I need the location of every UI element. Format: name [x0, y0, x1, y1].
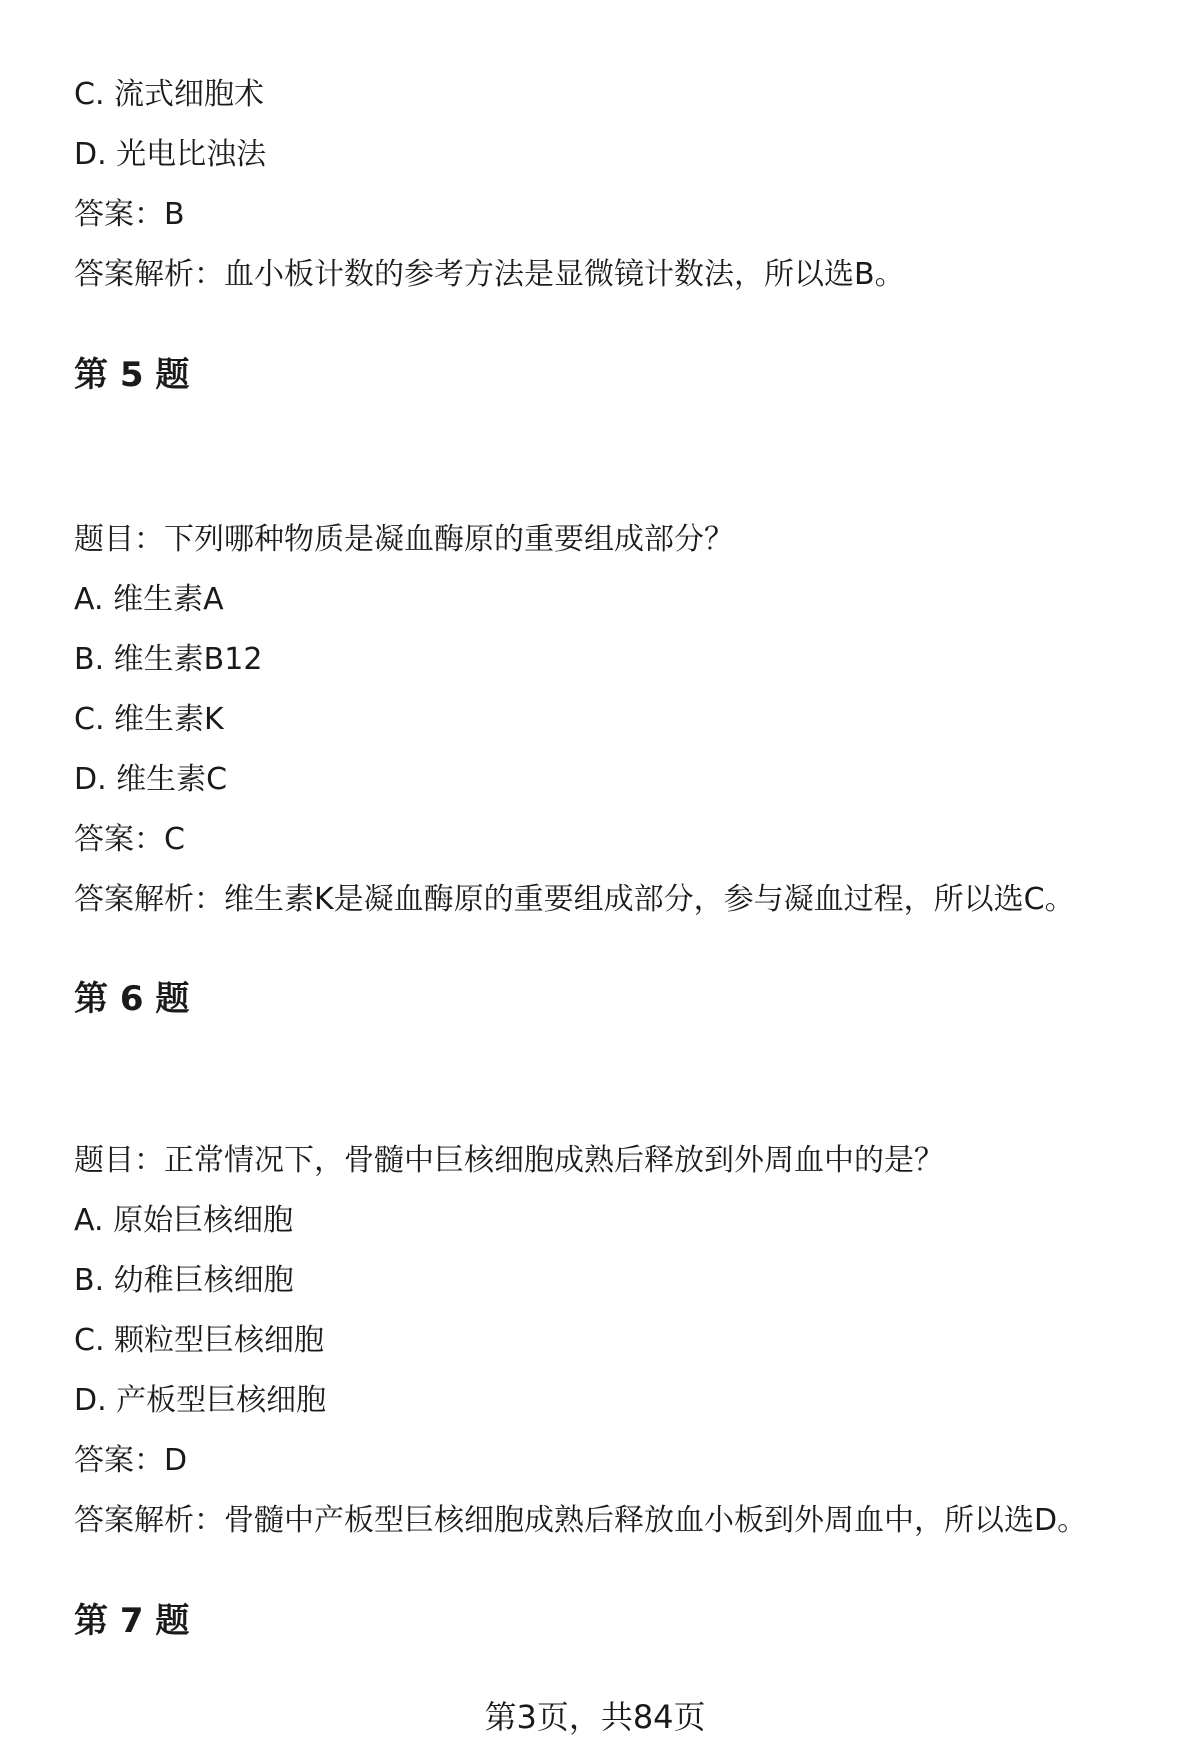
- q7-heading: 第 7 题: [74, 1601, 190, 1641]
- q6-option-b: B. 幼稚巨核细胞: [74, 1263, 294, 1298]
- q6-heading: 第 6 题: [74, 979, 190, 1019]
- q4-option-d: D. 光电比浊法: [74, 137, 267, 172]
- q4-option-c: C. 流式细胞术: [74, 77, 265, 112]
- q5-answer: 答案：C: [74, 822, 185, 857]
- q6-option-c: C. 颗粒型巨核细胞: [74, 1323, 325, 1358]
- q5-option-a: A. 维生素A: [74, 582, 224, 617]
- q4-answer: 答案：B: [74, 197, 185, 232]
- q6-option-a: A. 原始巨核细胞: [74, 1203, 294, 1238]
- q5-analysis: 答案解析：维生素K是凝血酶原的重要组成部分，参与凝血过程，所以选C。: [74, 882, 1075, 917]
- q6-analysis: 答案解析：骨髓中产板型巨核细胞成熟后释放血小板到外周血中，所以选D。: [74, 1503, 1088, 1538]
- page-number-footer: 第3页，共84页: [484, 1698, 706, 1736]
- q5-option-b: B. 维生素B12: [74, 642, 263, 677]
- q5-question: 题目：下列哪种物质是凝血酶原的重要组成部分？: [74, 522, 734, 557]
- q6-question: 题目：正常情况下，骨髓中巨核细胞成熟后释放到外周血中的是？: [74, 1143, 944, 1178]
- q5-option-c: C. 维生素K: [74, 702, 224, 737]
- q6-option-d: D. 产板型巨核细胞: [74, 1383, 327, 1418]
- q4-analysis: 答案解析：血小板计数的参考方法是显微镜计数法，所以选B。: [74, 257, 905, 292]
- q5-heading: 第 5 题: [74, 355, 190, 395]
- q6-answer: 答案：D: [74, 1443, 188, 1478]
- q5-option-d: D. 维生素C: [74, 762, 228, 797]
